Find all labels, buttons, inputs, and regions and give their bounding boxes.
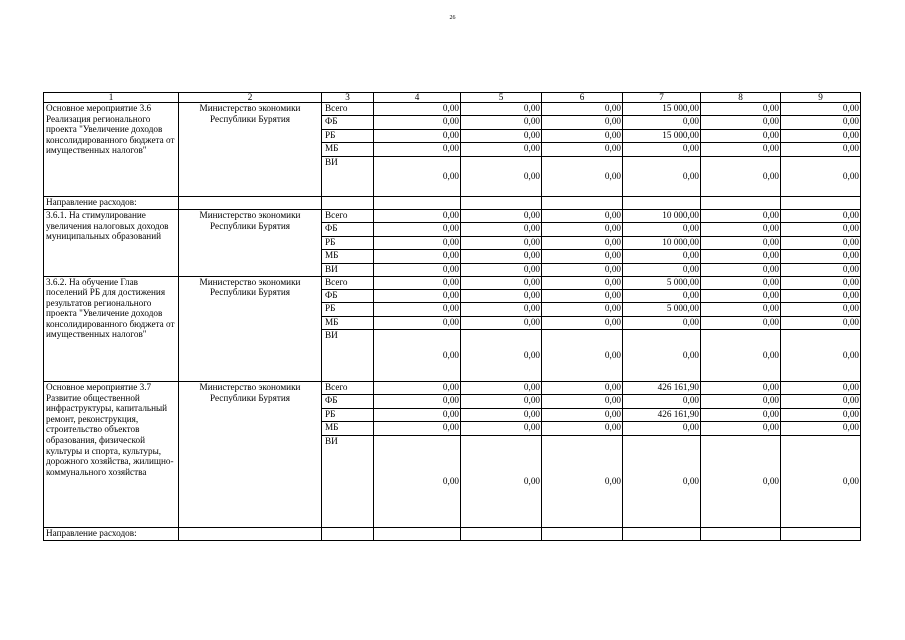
empty-cell xyxy=(374,196,461,209)
activity-name: Основное мероприятие 3.6 Реализация регионального проекта "Увеличение доходов консолидированного бюджета от имущественных налогов" xyxy=(44,103,179,197)
funding-source: ФБ xyxy=(322,223,374,236)
amount-cell: 5 000,00 xyxy=(623,276,701,289)
executor: Министерство экономики Республики Бурятия xyxy=(179,103,322,197)
amount-cell: 0,00 xyxy=(701,330,781,382)
col-header: 4 xyxy=(374,93,461,103)
amount-cell: 0,00 xyxy=(374,408,461,421)
amount-cell: 0,00 xyxy=(701,250,781,263)
amount-cell: 0,00 xyxy=(701,422,781,435)
amount-cell: 0,00 xyxy=(374,435,461,527)
amount-cell: 0,00 xyxy=(781,209,861,222)
amount-cell: 0,00 xyxy=(542,435,623,527)
empty-cell xyxy=(322,196,374,209)
amount-cell: 0,00 xyxy=(701,382,781,395)
amount-cell: 0,00 xyxy=(701,316,781,329)
table-row xyxy=(44,382,861,395)
amount-cell: 0,00 xyxy=(623,395,701,408)
table-row xyxy=(44,103,861,116)
amount-cell: 0,00 xyxy=(701,395,781,408)
amount-cell: 0,00 xyxy=(461,395,542,408)
amount-cell: 0,00 xyxy=(781,276,861,289)
amount-cell: 0,00 xyxy=(623,435,701,527)
funding-source: Всего xyxy=(322,209,374,222)
amount-cell: 0,00 xyxy=(461,316,542,329)
funding-source: Всего xyxy=(322,276,374,289)
amount-cell: 0,00 xyxy=(623,223,701,236)
amount-cell: 0,00 xyxy=(781,103,861,116)
amount-cell: 0,00 xyxy=(374,263,461,276)
amount-cell: 0,00 xyxy=(374,116,461,129)
amount-cell: 15 000,00 xyxy=(623,129,701,142)
activity-name: 3.6.2. На обучение Глав поселений РБ для достижения результатов регионального проекта "Увеличение доходов консолидированного бюджета от имущественных налогов" xyxy=(44,276,179,382)
amount-cell: 0,00 xyxy=(781,250,861,263)
amount-cell: 0,00 xyxy=(701,303,781,316)
amount-cell: 10 000,00 xyxy=(623,236,701,249)
amount-cell: 426 161,90 xyxy=(623,382,701,395)
amount-cell: 0,00 xyxy=(542,236,623,249)
amount-cell: 0,00 xyxy=(781,382,861,395)
amount-cell: 0,00 xyxy=(542,289,623,302)
funding-source: ВИ xyxy=(322,435,374,527)
amount-cell: 0,00 xyxy=(781,408,861,421)
table-row xyxy=(44,276,861,289)
amount-cell: 0,00 xyxy=(374,330,461,382)
empty-cell xyxy=(461,196,542,209)
amount-cell: 0,00 xyxy=(461,236,542,249)
funding-source: ФБ xyxy=(322,395,374,408)
amount-cell: 0,00 xyxy=(781,422,861,435)
amount-cell: 5 000,00 xyxy=(623,303,701,316)
amount-cell: 0,00 xyxy=(461,330,542,382)
amount-cell: 0,00 xyxy=(781,330,861,382)
amount-cell: 0,00 xyxy=(374,250,461,263)
amount-cell: 0,00 xyxy=(542,263,623,276)
funding-source: РБ xyxy=(322,236,374,249)
amount-cell: 0,00 xyxy=(374,422,461,435)
amount-cell: 0,00 xyxy=(781,236,861,249)
empty-cell xyxy=(781,196,861,209)
amount-cell: 0,00 xyxy=(374,143,461,156)
amount-cell: 0,00 xyxy=(623,116,701,129)
amount-cell: 0,00 xyxy=(701,116,781,129)
empty-cell xyxy=(322,527,374,540)
amount-cell: 15 000,00 xyxy=(623,103,701,116)
section-heading: Направление расходов: xyxy=(44,196,179,209)
amount-cell: 0,00 xyxy=(542,103,623,116)
amount-cell: 0,00 xyxy=(701,103,781,116)
amount-cell: 0,00 xyxy=(374,156,461,196)
amount-cell: 0,00 xyxy=(374,289,461,302)
amount-cell: 0,00 xyxy=(542,156,623,196)
funding-source: ВИ xyxy=(322,156,374,196)
page-number: 26 xyxy=(449,15,456,21)
amount-cell: 0,00 xyxy=(781,435,861,527)
funding-source: ФБ xyxy=(322,289,374,302)
amount-cell: 0,00 xyxy=(701,435,781,527)
amount-cell: 0,00 xyxy=(542,116,623,129)
amount-cell: 0,00 xyxy=(461,250,542,263)
empty-cell xyxy=(623,196,701,209)
amount-cell: 426 161,90 xyxy=(623,408,701,421)
amount-cell: 0,00 xyxy=(374,209,461,222)
amount-cell: 0,00 xyxy=(461,209,542,222)
amount-cell: 0,00 xyxy=(701,289,781,302)
funding-source: Всего xyxy=(322,382,374,395)
empty-cell xyxy=(542,196,623,209)
amount-cell: 0,00 xyxy=(542,395,623,408)
funding-source: РБ xyxy=(322,303,374,316)
budget-table xyxy=(43,92,861,541)
amount-cell: 0,00 xyxy=(461,276,542,289)
amount-cell: 0,00 xyxy=(542,330,623,382)
funding-source: МБ xyxy=(322,316,374,329)
empty-cell xyxy=(179,527,322,540)
amount-cell: 0,00 xyxy=(374,236,461,249)
amount-cell: 10 000,00 xyxy=(623,209,701,222)
amount-cell: 0,00 xyxy=(542,223,623,236)
col-header: 2 xyxy=(179,93,322,103)
amount-cell: 0,00 xyxy=(542,129,623,142)
col-header: 9 xyxy=(781,93,861,103)
amount-cell: 0,00 xyxy=(542,316,623,329)
amount-cell: 0,00 xyxy=(374,276,461,289)
amount-cell: 0,00 xyxy=(701,156,781,196)
amount-cell: 0,00 xyxy=(461,289,542,302)
table-body xyxy=(44,93,861,541)
amount-cell: 0,00 xyxy=(461,156,542,196)
amount-cell: 0,00 xyxy=(461,143,542,156)
amount-cell: 0,00 xyxy=(374,316,461,329)
amount-cell: 0,00 xyxy=(701,276,781,289)
amount-cell: 0,00 xyxy=(461,116,542,129)
funding-source: ВИ xyxy=(322,263,374,276)
col-header: 5 xyxy=(461,93,542,103)
empty-cell xyxy=(701,527,781,540)
empty-cell xyxy=(461,527,542,540)
amount-cell: 0,00 xyxy=(701,129,781,142)
amount-cell: 0,00 xyxy=(461,408,542,421)
amount-cell: 0,00 xyxy=(374,129,461,142)
amount-cell: 0,00 xyxy=(461,422,542,435)
empty-cell xyxy=(623,527,701,540)
amount-cell: 0,00 xyxy=(461,435,542,527)
amount-cell: 0,00 xyxy=(374,382,461,395)
amount-cell: 0,00 xyxy=(374,103,461,116)
funding-source: МБ xyxy=(322,250,374,263)
amount-cell: 0,00 xyxy=(781,156,861,196)
amount-cell: 0,00 xyxy=(374,395,461,408)
amount-cell: 0,00 xyxy=(781,223,861,236)
empty-cell xyxy=(374,527,461,540)
executor: Министерство экономики Республики Бурятия xyxy=(179,276,322,382)
amount-cell: 0,00 xyxy=(542,382,623,395)
amount-cell: 0,00 xyxy=(781,143,861,156)
amount-cell: 0,00 xyxy=(781,129,861,142)
amount-cell: 0,00 xyxy=(781,395,861,408)
funding-source: МБ xyxy=(322,143,374,156)
col-header: 7 xyxy=(623,93,701,103)
empty-cell xyxy=(781,527,861,540)
amount-cell: 0,00 xyxy=(461,223,542,236)
section-heading-row xyxy=(44,527,861,540)
amount-cell: 0,00 xyxy=(623,289,701,302)
col-header: 1 xyxy=(44,93,179,103)
amount-cell: 0,00 xyxy=(701,263,781,276)
section-heading-row xyxy=(44,196,861,209)
amount-cell: 0,00 xyxy=(701,143,781,156)
empty-cell xyxy=(179,196,322,209)
amount-cell: 0,00 xyxy=(542,303,623,316)
activity-name: 3.6.1. На стимулирование увеличения налоговых доходов муниципальных образований xyxy=(44,209,179,276)
col-header: 8 xyxy=(701,93,781,103)
amount-cell: 0,00 xyxy=(623,330,701,382)
amount-cell: 0,00 xyxy=(781,263,861,276)
amount-cell: 0,00 xyxy=(542,209,623,222)
amount-cell: 0,00 xyxy=(542,422,623,435)
amount-cell: 0,00 xyxy=(542,143,623,156)
executor: Министерство экономики Республики Бурятия xyxy=(179,209,322,276)
amount-cell: 0,00 xyxy=(781,316,861,329)
amount-cell: 0,00 xyxy=(701,236,781,249)
amount-cell: 0,00 xyxy=(374,223,461,236)
funding-source: ФБ xyxy=(322,116,374,129)
amount-cell: 0,00 xyxy=(542,250,623,263)
amount-cell: 0,00 xyxy=(461,382,542,395)
amount-cell: 0,00 xyxy=(623,143,701,156)
section-heading: Направление расходов: xyxy=(44,527,179,540)
funding-source: ВИ xyxy=(322,330,374,382)
funding-source: МБ xyxy=(322,422,374,435)
amount-cell: 0,00 xyxy=(781,289,861,302)
amount-cell: 0,00 xyxy=(461,129,542,142)
amount-cell: 0,00 xyxy=(461,303,542,316)
amount-cell: 0,00 xyxy=(701,223,781,236)
empty-cell xyxy=(701,196,781,209)
executor: Министерство экономики Республики Бурятия xyxy=(179,382,322,528)
amount-cell: 0,00 xyxy=(701,408,781,421)
funding-source: Всего xyxy=(322,103,374,116)
funding-source: РБ xyxy=(322,408,374,421)
col-header: 6 xyxy=(542,93,623,103)
funding-source: РБ xyxy=(322,129,374,142)
empty-cell xyxy=(542,527,623,540)
amount-cell: 0,00 xyxy=(542,276,623,289)
amount-cell: 0,00 xyxy=(542,408,623,421)
activity-name: Основное мероприятие 3.7 Развитие общественной инфраструктуры, капитальный ремонт, реконструкция, строительство объектов образования, физической культуры и спорта, культуры, дорожного хозяйства, жилищно-коммунального хозяйства xyxy=(44,382,179,528)
amount-cell: 0,00 xyxy=(623,422,701,435)
table-row xyxy=(44,209,861,222)
amount-cell: 0,00 xyxy=(461,103,542,116)
amount-cell: 0,00 xyxy=(623,156,701,196)
amount-cell: 0,00 xyxy=(781,303,861,316)
header-row xyxy=(44,93,861,103)
amount-cell: 0,00 xyxy=(781,116,861,129)
amount-cell: 0,00 xyxy=(623,263,701,276)
amount-cell: 0,00 xyxy=(374,303,461,316)
amount-cell: 0,00 xyxy=(701,209,781,222)
amount-cell: 0,00 xyxy=(623,250,701,263)
amount-cell: 0,00 xyxy=(461,263,542,276)
amount-cell: 0,00 xyxy=(623,316,701,329)
col-header: 3 xyxy=(322,93,374,103)
